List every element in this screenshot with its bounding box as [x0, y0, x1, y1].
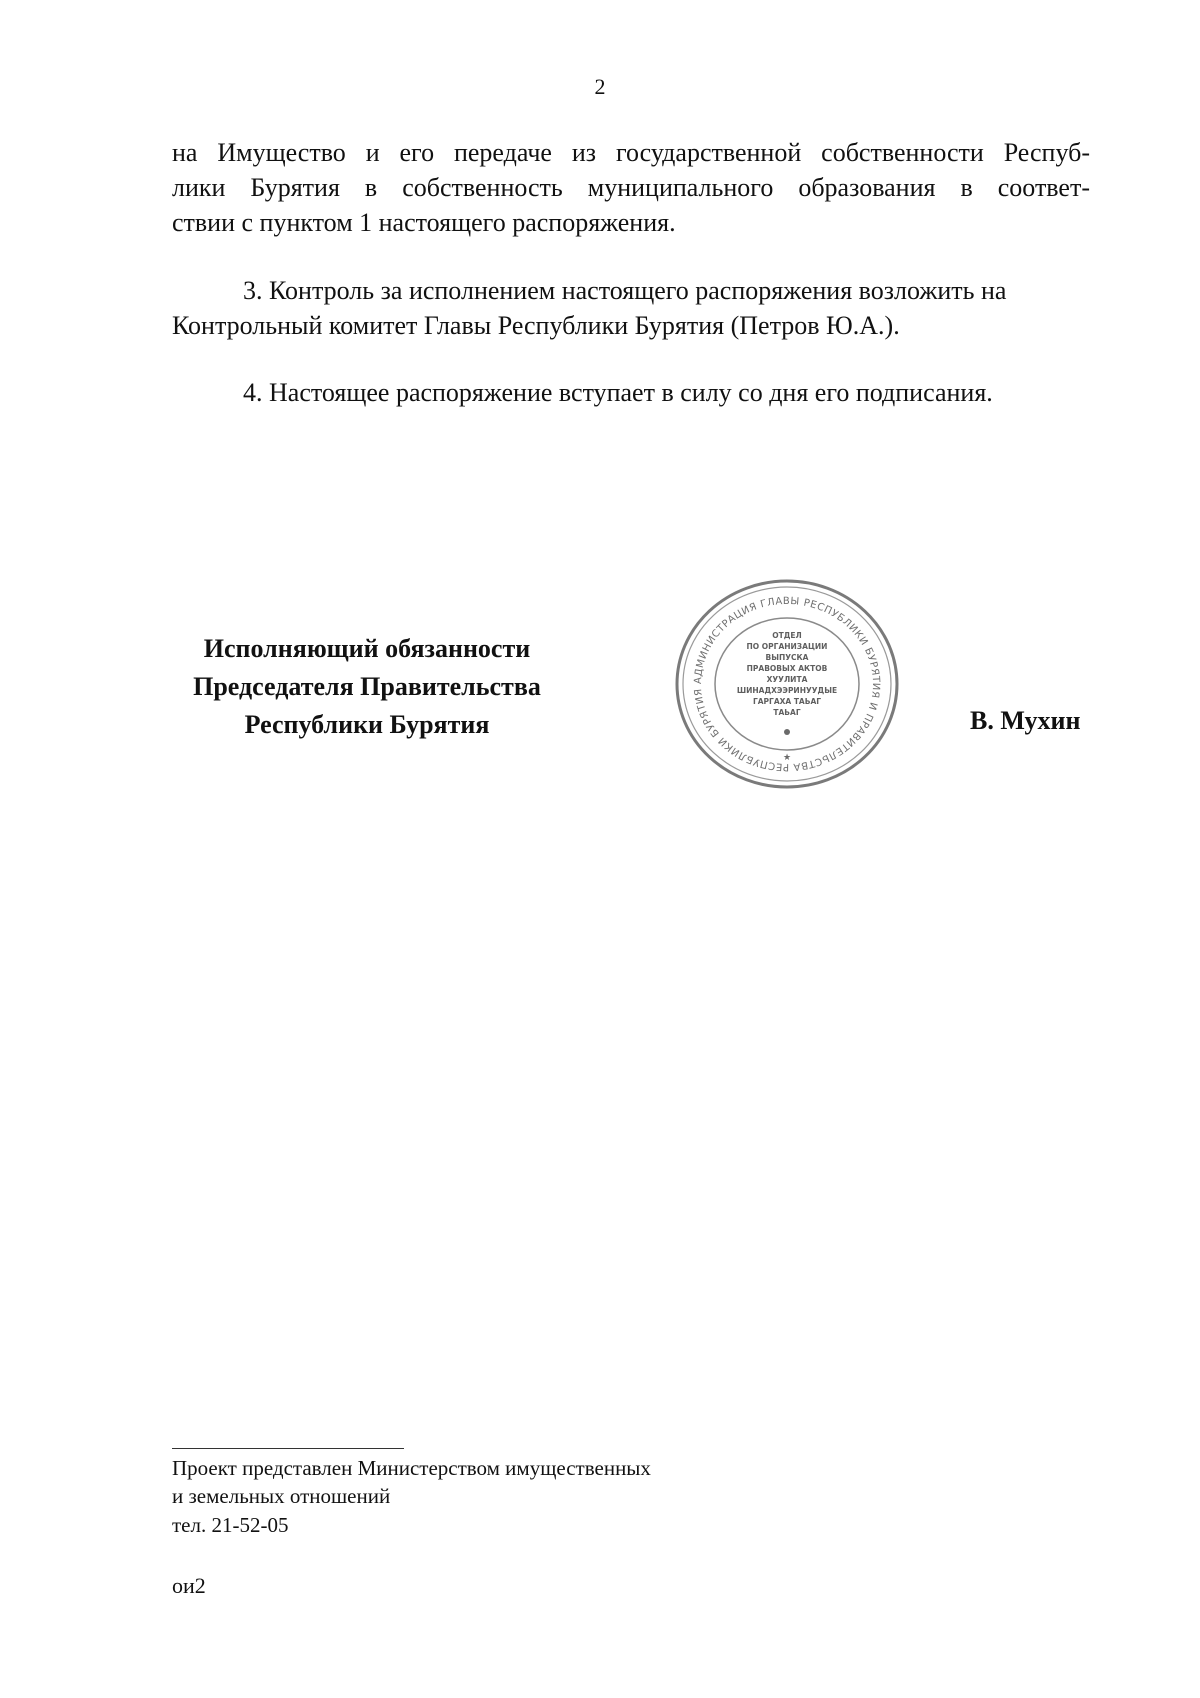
- signatory-title-line-3: Республики Бурятия: [244, 710, 490, 739]
- seal-line-1: ОТДЕЛ: [772, 631, 802, 640]
- signatory-title: [172, 630, 562, 744]
- footer-phone: тел. 21-52-05: [172, 1513, 289, 1537]
- footer-line-2: и земельных отношений: [172, 1484, 391, 1508]
- seal-line-2: ПО ОРГАНИЗАЦИИ: [746, 642, 828, 651]
- signatory-title-line-2: Председателя Правительства: [193, 672, 541, 701]
- footer-line-1: Проект представлен Министерством имущественных: [172, 1456, 651, 1480]
- paragraph-3-line-2: Контрольный комитет Главы Республики Бурятия (Петров Ю.А.).: [172, 311, 900, 340]
- signatory-title-line-1: Исполняющий обязанности: [203, 634, 531, 663]
- paragraph-2-line-2: лики Бурятия в собственность муниципального образования в соответ-: [172, 173, 1090, 202]
- seal-line-7: ГАРГАХА ТАЬАГ: [752, 697, 822, 706]
- paragraph-2-line-1: на Имущество и его передаче из государственной собственности Респуб-: [172, 138, 1090, 167]
- page-number: 2: [594, 74, 606, 99]
- footer-divider: [172, 1448, 404, 1449]
- seal-line-3: ВЫПУСКА: [765, 653, 809, 662]
- seal-ring-text: АДМИНИСТРАЦИЯ ГЛАВЫ РЕСПУБЛИКИ БУРЯТИЯ И ПРАВИТЕЛЬСТВА РЕСПУБЛИКИ БУРЯТИЯ: [692, 595, 882, 773]
- seal-line-6: ШИНАДХЭЭРИНУУДЫЕ: [736, 686, 838, 695]
- seal-line-8: ТАЬАГ: [773, 708, 801, 717]
- paragraph-2-line-3: ствии с пунктом 1 настоящего распоряжения.: [172, 208, 676, 237]
- official-seal: [672, 576, 902, 792]
- seal-line-5: ХУУЛИТА: [766, 675, 808, 684]
- seal-line-4: ПРАВОВЫХ АКТОВ: [746, 664, 828, 673]
- paragraph-4: 4. Настоящее распоряжение вступает в силу со дня его подписания.: [243, 378, 993, 407]
- seal-star-icon: ★: [782, 753, 792, 763]
- footer-code: ои2: [172, 1573, 206, 1598]
- signatory-name: В. Мухин: [970, 706, 1081, 735]
- paragraph-3-line-1: 3. Контроль за исполнением настоящего распоряжения возложить на: [243, 276, 1007, 305]
